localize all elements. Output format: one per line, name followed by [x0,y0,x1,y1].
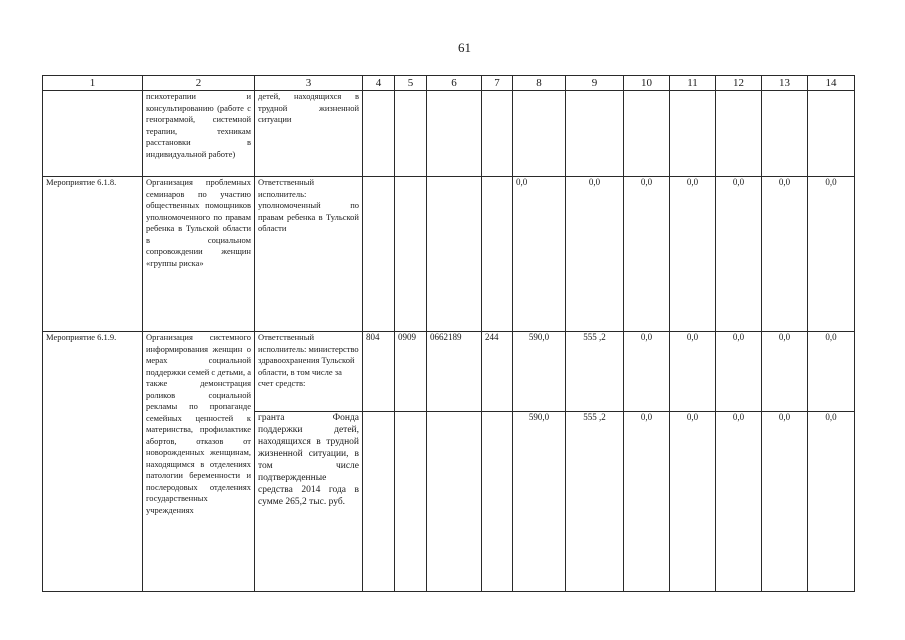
cell-value: 590,0 [513,332,566,412]
cell-value: 0,0 [670,177,716,332]
header-cell: 1 [43,76,143,91]
cell-value: 0,0 [670,412,716,592]
header-cell: 14 [808,76,855,91]
cell-executor: Ответственный исполнитель: министерство здравоохранения Тульской области, в том числе за счет средств: [255,332,363,412]
cell-empty [482,177,513,332]
cell-empty [566,91,624,177]
cell-value: 555 ,2 [566,332,624,412]
cell-code: 244 [482,332,513,412]
cell-value: 0,0 [624,332,670,412]
cell-value: 0,0 [716,412,762,592]
cell-empty [395,412,427,592]
cell-empty [482,412,513,592]
cell-code: 0909 [395,332,427,412]
cell-value: 0,0 [808,412,855,592]
cell-code: 0662189 [427,332,482,412]
cell-empty [808,91,855,177]
cell-empty [716,91,762,177]
header-cell: 3 [255,76,363,91]
cell-empty [363,91,395,177]
page-number: 61 [458,40,471,55]
cell-value: 0,0 [670,332,716,412]
header-cell: 10 [624,76,670,91]
cell-code: 804 [363,332,395,412]
table-row [43,332,855,412]
cell-description: Организация проблемных семинаров по участию общественных помощников уполномоченного по правам ребенка в Тульской области в социальном сопровождении женщин «группы риска» [143,177,255,332]
header-row [43,76,855,91]
cell-value: 0,0 [808,332,855,412]
cell-empty [513,91,566,177]
cell-measure-name: Мероприятие 6.1.9. [43,332,143,592]
cell-value: 0,0 [624,412,670,592]
cell-value: 0,0 [762,412,808,592]
cell-executor: Ответственный исполнитель: уполномоченный по правам ребенка в Тульской области [255,177,363,332]
header-cell: 11 [670,76,716,91]
header-cell: 6 [427,76,482,91]
table-row [43,177,855,332]
header-cell: 4 [363,76,395,91]
cell-executor: детей, находящихся в трудной жизненной ситуации [255,91,363,177]
cell-empty [395,91,427,177]
header-cell: 7 [482,76,513,91]
cell-empty [43,91,143,177]
header-cell: 13 [762,76,808,91]
cell-description: Организация системного информирования женщин о мерах социальной поддержки семей с детьми, а также демонстрация роликов социальной рекламы по пропаганде семейных ценностей к материнства, профилактике абортов, отказов от новорожденных женщинам, находящимся в отделениях патологии беременности и послеродовых отделениях государственных учреждениях [143,332,255,592]
cell-empty [624,91,670,177]
header-cell: 8 [513,76,566,91]
cell-value: 555 ,2 [566,412,624,592]
cell-empty [395,177,427,332]
cell-value: 0,0 [624,177,670,332]
cell-executor: гранта Фонда поддержки детей, находящихся в трудной жизненной ситуации, в том числе подтвержденные средства 2014 года в сумме 265,2 тыс. руб. [255,412,363,592]
cell-value: 0,0 [716,332,762,412]
cell-empty [482,91,513,177]
program-table [42,75,855,592]
cell-empty [427,177,482,332]
cell-empty [363,412,395,592]
cell-value: 0,0 [808,177,855,332]
cell-empty [670,91,716,177]
cell-value: 0,0 [762,332,808,412]
cell-empty [427,91,482,177]
cell-empty [427,412,482,592]
cell-description: психотерапии и консультированию (работе с генограммой, системной терапии, техникам расстановки в индивидуальной работе) [143,91,255,177]
cell-value: 590,0 [513,412,566,592]
header-cell: 12 [716,76,762,91]
header-cell: 9 [566,76,624,91]
header-cell: 5 [395,76,427,91]
cell-measure-name: Мероприятие 6.1.8. [43,177,143,332]
cell-value: 0,0 [762,177,808,332]
cell-value: 0,0 [513,177,566,332]
cell-empty [762,91,808,177]
cell-empty [363,177,395,332]
cell-value: 0,0 [566,177,624,332]
cell-value: 0,0 [716,177,762,332]
header-cell: 2 [143,76,255,91]
table-row [43,91,855,177]
